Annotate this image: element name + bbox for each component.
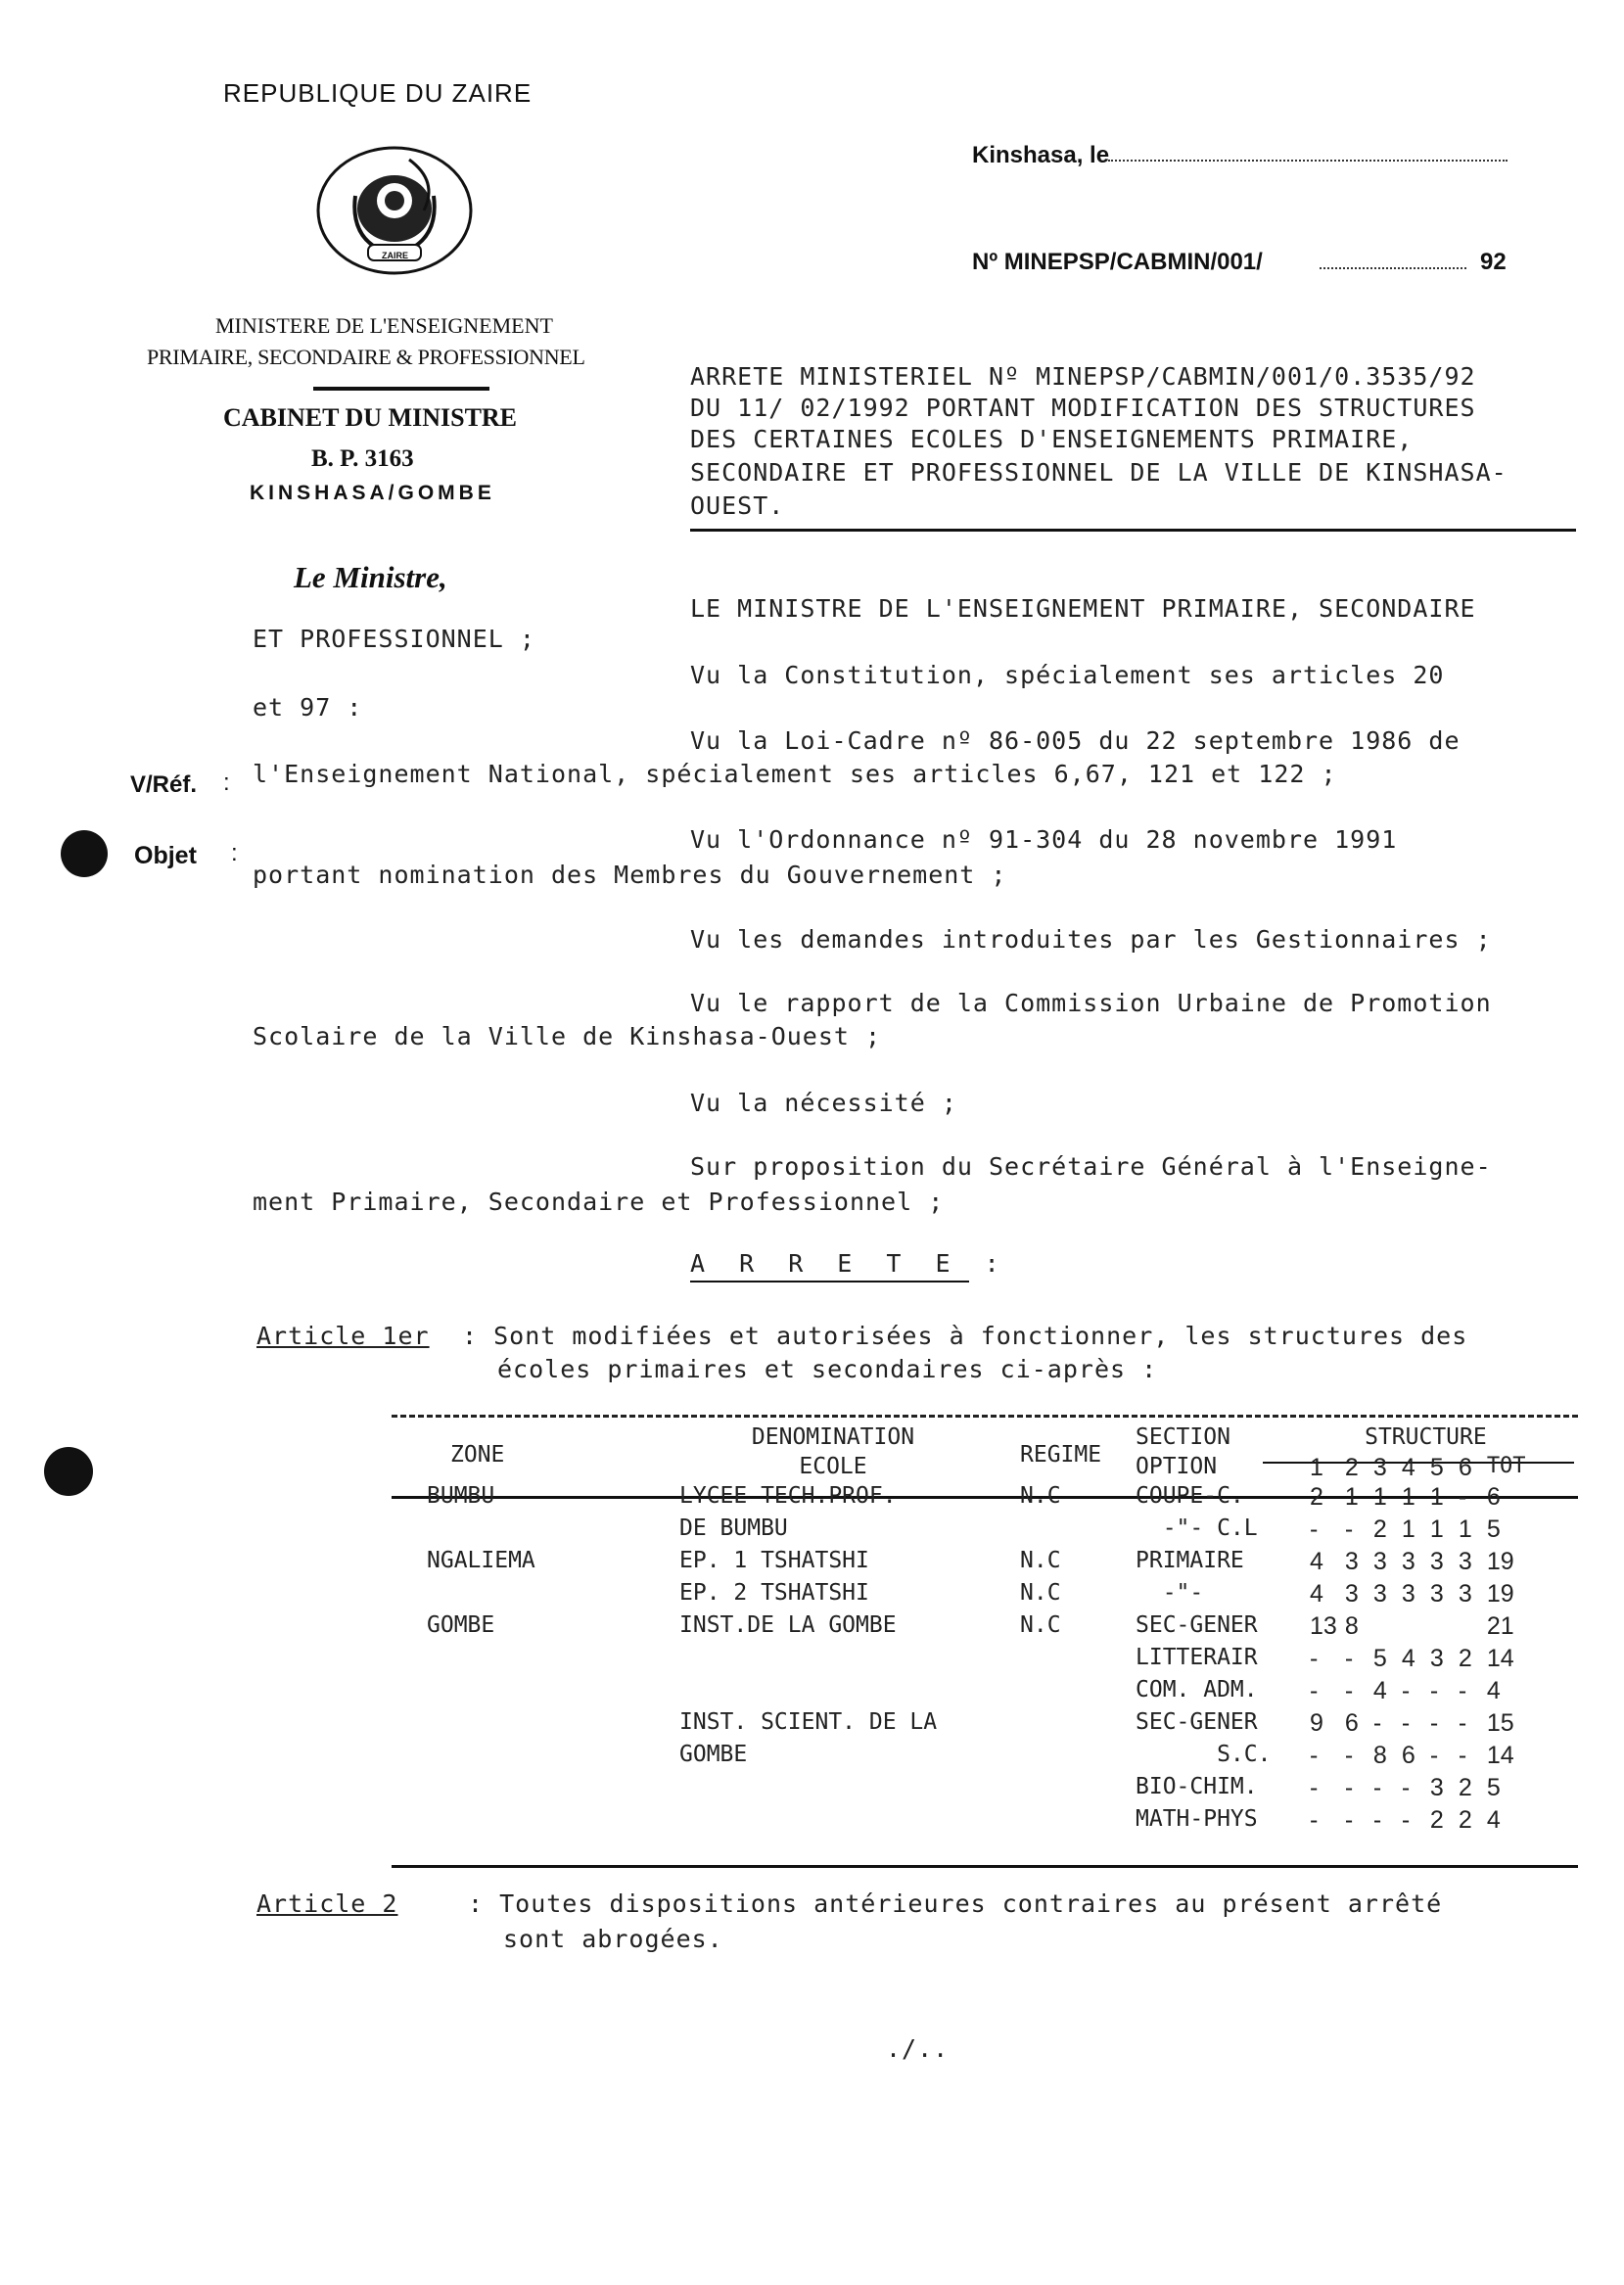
header-denomination: DENOMINATION — [751, 1424, 915, 1450]
cell-year-1: 4 — [1310, 1580, 1323, 1608]
cell-regime — [1016, 1774, 1132, 1806]
cell-year-6 — [1455, 1612, 1483, 1645]
cell-year-1: - — [1310, 1774, 1319, 1801]
cell-section-option: SEC-GENER — [1136, 1612, 1258, 1638]
cell-section-option: MATH-PHYS — [1136, 1806, 1258, 1832]
cell-section-option: LITTERAIR — [1136, 1645, 1258, 1670]
cell-section-option: COM. ADM. — [1136, 1677, 1258, 1702]
cell-regime — [1016, 1806, 1132, 1839]
cell-year-3: 8 — [1372, 1742, 1387, 1769]
table-row — [392, 1483, 1546, 1516]
cell-school-name: EP. 1 TSHATSHI — [679, 1548, 869, 1573]
header-year-6: 6 — [1458, 1454, 1472, 1481]
header-regime: REGIME — [1020, 1442, 1102, 1468]
header-total: TOT — [1486, 1454, 1526, 1478]
cell-year-4: 3 — [1401, 1548, 1415, 1575]
cell-zone — [392, 1774, 650, 1806]
cell-year-3: 2 — [1372, 1516, 1387, 1543]
cell-school-name: INST.DE LA GOMBE — [679, 1612, 897, 1638]
table-row — [392, 1516, 1546, 1548]
cell-year-6: 2 — [1458, 1774, 1472, 1801]
cell-total: 5 — [1486, 1516, 1501, 1543]
decree-heading-underline — [690, 1281, 969, 1282]
cell-year-6: - — [1458, 1677, 1467, 1704]
article-1-line2: écoles primaires et secondaires ci-après : — [497, 1355, 1158, 1383]
table-row — [392, 1806, 1546, 1839]
cell-year-3 — [1369, 1612, 1398, 1645]
cell-year-6: 1 — [1458, 1516, 1472, 1543]
cell-zone — [392, 1580, 650, 1612]
title-line-3: DES CERTAINES ECOLES D'ENSEIGNEMENTS PRIMAIRE, — [690, 425, 1414, 453]
preamble-minister-right: LE MINISTRE DE L'ENSEIGNEMENT PRIMAIRE, SECONDAIRE — [690, 594, 1476, 623]
cell-zone — [392, 1677, 650, 1709]
cell-year-1: 9 — [1310, 1709, 1323, 1737]
cell-school-name — [650, 1677, 1016, 1709]
reference-dotted-line — [1320, 267, 1466, 269]
city-line: KINSHASA/GOMBE — [250, 482, 495, 504]
cell-section-option: COUPE-C. — [1136, 1483, 1244, 1509]
title-line-5: OUEST. — [690, 491, 785, 520]
article-1-line1: : Sont modifiées et autorisées à fonctionner, les structures des — [462, 1322, 1468, 1350]
cell-section-option: -"- C.L — [1136, 1516, 1258, 1541]
article-2-line2: sont abrogées. — [503, 1925, 723, 1953]
cell-year-6: - — [1458, 1709, 1467, 1737]
cell-year-5: - — [1429, 1677, 1439, 1704]
ministry-name-line1: MINISTERE DE L'ENSEIGNEMENT — [215, 313, 553, 338]
cell-year-4: - — [1401, 1774, 1411, 1801]
cell-year-6: 3 — [1458, 1580, 1472, 1608]
cell-year-1: - — [1310, 1645, 1319, 1672]
cell-regime — [1016, 1677, 1132, 1709]
cell-year-6: 2 — [1458, 1806, 1472, 1834]
cell-school-name: GOMBE — [679, 1742, 748, 1767]
cell-regime: N.C — [1020, 1612, 1061, 1638]
cell-year-2: 6 — [1344, 1709, 1359, 1737]
cell-year-5: 3 — [1429, 1548, 1444, 1575]
table-row — [392, 1645, 1546, 1677]
cell-total: 5 — [1486, 1774, 1501, 1801]
seal-label: ZAIRE — [382, 251, 408, 260]
cell-year-2: - — [1344, 1645, 1354, 1672]
cell-year-6: 3 — [1458, 1548, 1472, 1575]
cell-year-4: 1 — [1401, 1516, 1415, 1543]
title-line-2: DU 11/ 02/1992 PORTANT MODIFICATION DES STRUCTURES — [690, 394, 1476, 422]
cell-year-4: 3 — [1401, 1580, 1415, 1608]
header-zone: ZONE — [450, 1442, 505, 1468]
cell-year-3: - — [1372, 1709, 1382, 1737]
cell-total: 21 — [1486, 1612, 1514, 1640]
cell-year-1: - — [1310, 1742, 1319, 1769]
reference-number: Nº MINEPSP/CABMIN/001/ — [972, 249, 1263, 275]
cell-section-option: -"- — [1136, 1580, 1204, 1606]
cell-year-5: 3 — [1429, 1774, 1444, 1801]
cell-year-3: - — [1372, 1774, 1382, 1801]
cell-zone: BUMBU — [427, 1483, 495, 1509]
proposal-left: ment Primaire, Secondaire et Professionnel ; — [253, 1188, 945, 1216]
considering-ordinance-right: Vu l'Ordonnance nº 91-304 du 28 novembre 1991 — [690, 825, 1398, 854]
table-bottom-rule — [392, 1865, 1578, 1868]
cell-zone: GOMBE — [427, 1612, 495, 1638]
considering-law-left: l'Enseignement National, spécialement ses articles 6,67, 121 et 122 ; — [253, 760, 1337, 788]
cell-total: 19 — [1486, 1580, 1514, 1608]
title-line-4: SECONDAIRE ET PROFESSIONNEL DE LA VILLE DE KINSHASA- — [690, 458, 1508, 487]
cell-year-1: - — [1310, 1806, 1319, 1834]
cell-total: 6 — [1486, 1483, 1501, 1511]
cell-year-2: - — [1344, 1806, 1354, 1834]
cell-year-1: 2 — [1310, 1483, 1323, 1511]
considering-requests: Vu les demandes introduites par les Gestionnaires ; — [690, 925, 1492, 954]
cell-year-2: 1 — [1344, 1483, 1359, 1511]
cell-year-2: - — [1344, 1516, 1354, 1543]
cell-year-5: 2 — [1429, 1806, 1444, 1834]
cell-regime — [1016, 1742, 1132, 1774]
header-year-5: 5 — [1429, 1454, 1444, 1481]
considering-law-right: Vu la Loi-Cadre nº 86-005 du 22 septembre 1986 de — [690, 726, 1461, 755]
decree-heading: A R R E T E : — [690, 1249, 1009, 1278]
cell-total: 14 — [1486, 1742, 1514, 1769]
cell-year-1: 13 — [1310, 1612, 1337, 1640]
header-ecole: ECOLE — [799, 1454, 867, 1479]
cell-zone — [392, 1709, 650, 1742]
cell-section-option: SEC-GENER — [1136, 1709, 1258, 1735]
cell-year-3: 3 — [1372, 1548, 1387, 1575]
cell-school-name: EP. 2 TSHATSHI — [679, 1580, 869, 1606]
cell-year-4: 6 — [1401, 1742, 1415, 1769]
cell-school-name — [650, 1645, 1016, 1677]
cell-school-name — [650, 1806, 1016, 1839]
table-row — [392, 1677, 1546, 1709]
objet-colon: : — [231, 840, 238, 866]
cell-year-4: - — [1401, 1806, 1411, 1834]
proposal-right: Sur proposition du Secrétaire Général à l'Enseigne- — [690, 1152, 1492, 1181]
table-row — [392, 1709, 1546, 1742]
cell-year-2: 3 — [1344, 1548, 1359, 1575]
header-section: SECTION — [1136, 1424, 1230, 1450]
table-top-rule — [392, 1415, 1578, 1418]
date-dotted-line — [1108, 160, 1508, 162]
cell-zone — [392, 1806, 650, 1839]
cell-regime: N.C — [1020, 1580, 1061, 1606]
continuation-mark: ./.. — [886, 2034, 950, 2063]
title-line-1: ARRETE MINISTERIEL Nº MINEPSP/CABMIN/001/0.3535/92 — [690, 362, 1476, 391]
cabinet-title: CABINET DU MINISTRE — [223, 403, 518, 432]
cell-year-3: 1 — [1372, 1483, 1387, 1511]
postal-box: B. P. 3163 — [311, 445, 414, 472]
cell-year-2: 3 — [1344, 1580, 1359, 1608]
cell-year-4: - — [1401, 1709, 1411, 1737]
cell-year-4: 4 — [1401, 1645, 1415, 1672]
cell-year-6: 2 — [1458, 1645, 1472, 1672]
table-row — [392, 1580, 1546, 1612]
considering-constitution-right: Vu la Constitution, spécialement ses articles 20 — [690, 661, 1445, 689]
cell-year-6: - — [1458, 1742, 1467, 1769]
cell-total: 14 — [1486, 1645, 1514, 1672]
article-1-label: Article 1er — [256, 1322, 430, 1350]
cell-year-5: 1 — [1429, 1483, 1444, 1511]
cell-year-3: - — [1372, 1806, 1382, 1834]
cell-regime: N.C — [1020, 1548, 1061, 1573]
table-body — [392, 1483, 1546, 1839]
cell-regime: N.C — [1020, 1483, 1061, 1509]
table-row — [392, 1774, 1546, 1806]
cell-year-5 — [1426, 1612, 1455, 1645]
cell-year-2: 8 — [1344, 1612, 1359, 1640]
minister-signature-label: Le Ministre, — [294, 560, 447, 594]
cell-year-5: - — [1429, 1709, 1439, 1737]
cell-school-name: INST. SCIENT. DE LA — [679, 1709, 938, 1735]
cell-year-3: 4 — [1372, 1677, 1387, 1704]
considering-report-left: Scolaire de la Ville de Kinshasa-Ouest ; — [253, 1022, 882, 1050]
article-2-line1: : Toutes dispositions antérieures contraires au présent arrêté — [468, 1889, 1443, 1918]
table-row — [392, 1548, 1546, 1580]
header-year-2: 2 — [1344, 1454, 1359, 1481]
reference-year: 92 — [1480, 249, 1507, 275]
vref-colon: : — [223, 769, 230, 796]
considering-constitution-left: et 97 : — [253, 693, 363, 722]
table-row — [392, 1742, 1546, 1774]
cell-year-5: 3 — [1429, 1580, 1444, 1608]
vref-label: V/Réf. — [130, 771, 198, 798]
header-structure: STRUCTURE — [1365, 1424, 1487, 1450]
cell-total: 4 — [1486, 1806, 1501, 1834]
table-header-row-1 — [392, 1424, 1546, 1454]
cell-year-2: - — [1344, 1742, 1354, 1769]
cell-regime — [1016, 1645, 1132, 1677]
cell-year-1: - — [1310, 1677, 1319, 1704]
cell-zone — [392, 1742, 650, 1774]
header-option: OPTION — [1136, 1454, 1218, 1479]
cell-year-4: 1 — [1401, 1483, 1415, 1511]
cell-total: 19 — [1486, 1548, 1514, 1575]
cell-school-name: DE BUMBU — [679, 1516, 788, 1541]
cell-school-name: LYCEE TECH.PROF. — [679, 1483, 897, 1509]
cell-zone: NGALIEMA — [427, 1548, 535, 1573]
republic-heading: REPUBLIQUE DU ZAIRE — [223, 78, 533, 108]
considering-report-right: Vu le rapport de la Commission Urbaine de Promotion — [690, 989, 1492, 1017]
cell-year-3: 5 — [1372, 1645, 1387, 1672]
cell-total: 4 — [1486, 1677, 1501, 1704]
table-row — [392, 1612, 1546, 1645]
cell-total: 15 — [1486, 1709, 1514, 1737]
place-date-label: Kinshasa, le — [972, 142, 1110, 168]
punch-hole-mark-upper — [61, 830, 108, 877]
objet-label: Objet — [134, 842, 197, 869]
cell-regime — [1016, 1709, 1132, 1742]
national-seal — [311, 142, 478, 279]
considering-ordinance-left: portant nomination des Membres du Gouvernement ; — [253, 861, 1007, 889]
letterhead-divider — [313, 387, 489, 391]
cell-year-5: - — [1429, 1742, 1439, 1769]
cell-year-1: 4 — [1310, 1548, 1323, 1575]
header-year-4: 4 — [1401, 1454, 1415, 1481]
cell-zone — [392, 1645, 650, 1677]
header-year-3: 3 — [1372, 1454, 1387, 1481]
cell-year-6: - — [1458, 1483, 1467, 1511]
preamble-minister-left: ET PROFESSIONNEL ; — [253, 625, 535, 653]
cell-school-name — [650, 1774, 1016, 1806]
ministry-name-line2: PRIMAIRE, SECONDAIRE & PROFESSIONNEL — [147, 345, 585, 369]
cell-year-4 — [1398, 1612, 1426, 1645]
cell-zone — [392, 1516, 650, 1548]
cell-year-3: 3 — [1372, 1580, 1387, 1608]
considering-necessity: Vu la nécessité ; — [690, 1089, 957, 1117]
cell-section-option: PRIMAIRE — [1136, 1548, 1244, 1573]
cell-section-option: BIO-CHIM. — [1136, 1774, 1258, 1799]
school-structure-table — [392, 1424, 1546, 1839]
cell-year-2: - — [1344, 1774, 1354, 1801]
cell-year-4: - — [1401, 1677, 1411, 1704]
punch-hole-mark-lower — [44, 1447, 93, 1496]
cell-year-5: 1 — [1429, 1516, 1444, 1543]
cell-regime — [1016, 1516, 1132, 1548]
cell-section-option: S.C. — [1136, 1742, 1272, 1767]
cell-year-1: - — [1310, 1516, 1319, 1543]
cell-year-2: - — [1344, 1677, 1354, 1704]
cell-year-5: 3 — [1429, 1645, 1444, 1672]
title-rule — [690, 529, 1576, 532]
header-year-1: 1 — [1310, 1454, 1323, 1481]
article-2-label: Article 2 — [256, 1889, 398, 1918]
